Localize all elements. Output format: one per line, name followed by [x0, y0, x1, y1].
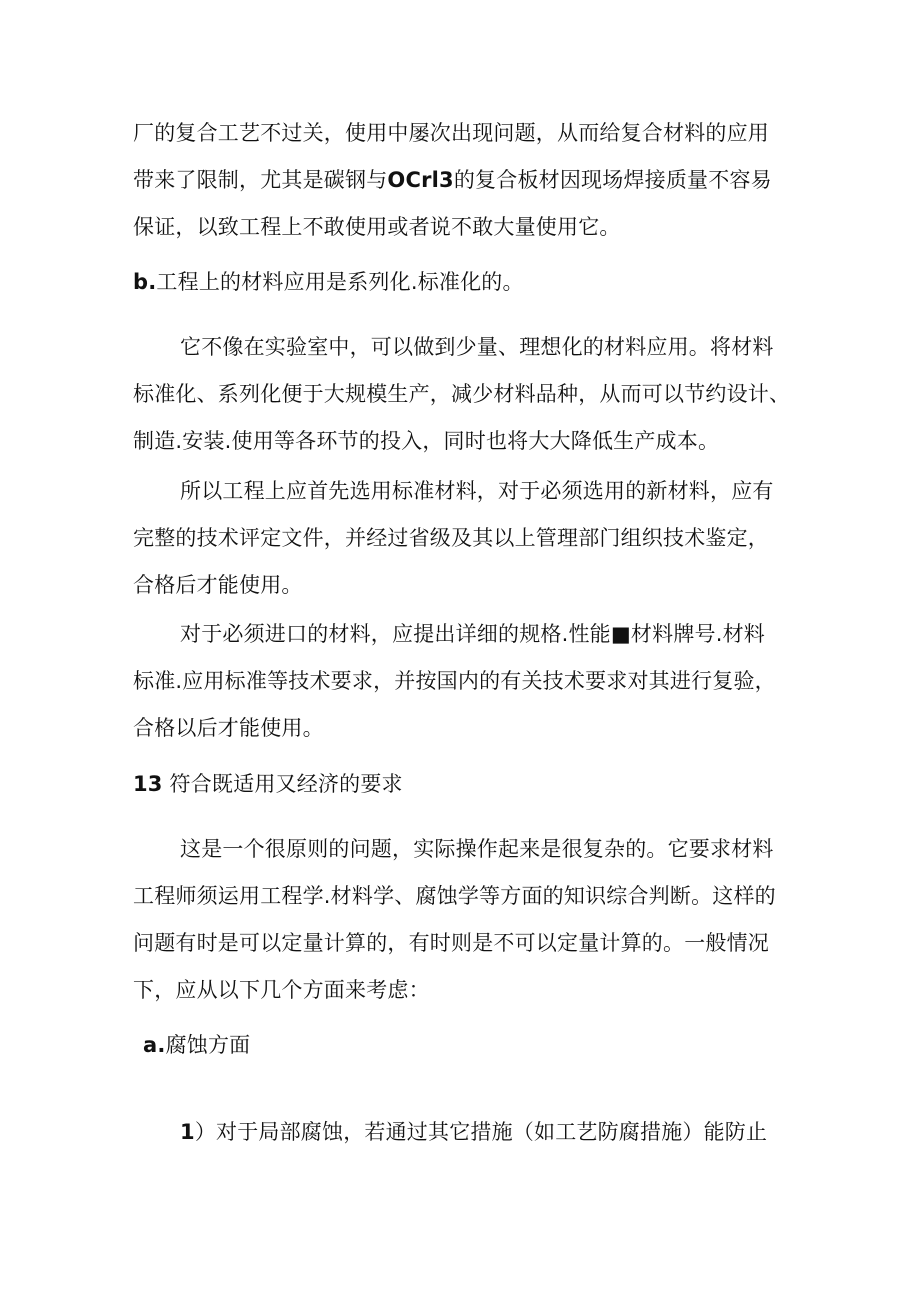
text-run: 厂的复合工艺不过关，使用中屡次出现问题，从而给复合材料的应用	[133, 121, 769, 145]
heading-number: 13	[133, 772, 163, 796]
paragraph-line	[180, 476, 774, 506]
paragraph-line	[133, 666, 776, 696]
paragraph-line	[133, 713, 324, 743]
text-run: 所以工程上应首先选用标准材料，对于必须选用的新材料，应有	[180, 479, 774, 503]
heading-text: 符合既适用又经济的要求	[169, 772, 403, 796]
paragraph-line	[133, 881, 776, 911]
text-run: 对于必须进口的材料，应提出详细的规格.性能■材料牌号.材料	[180, 622, 765, 646]
paragraph-line	[133, 426, 719, 456]
paragraph-line	[133, 928, 769, 958]
paragraph-line	[180, 332, 774, 362]
material-code: OCrl3	[387, 168, 454, 192]
text-run: 这是一个很原则的问题，实际操作起来是很复杂的。它要求材料	[180, 837, 774, 861]
text-run: 合格以后才能使用。	[133, 716, 324, 740]
section-heading	[133, 267, 524, 297]
list-number: 1	[180, 1120, 195, 1144]
text-run: 标准.应用标准等技术要求，并按国内的有关技术要求对其进行复验，	[133, 669, 776, 693]
subsection-heading	[143, 1030, 250, 1060]
paragraph-line	[133, 523, 769, 553]
text-run: 制造.安装.使用等各环节的投入，同时也将大大降低生产成本。	[133, 429, 720, 453]
paragraph-line	[133, 212, 621, 242]
paragraph-line	[133, 165, 772, 195]
heading-marker: a.	[143, 1033, 166, 1057]
text-run: ）对于局部腐蚀，若通过其它措施（如工艺防腐措施）能防止	[194, 1120, 768, 1144]
heading-marker: b.	[133, 270, 157, 294]
paragraph-line	[180, 834, 774, 864]
text-run: 工程师须运用工程学.材料学、腐蚀学等方面的知识综合判断。这样的	[133, 884, 776, 908]
heading-text: 腐蚀方面	[165, 1033, 251, 1057]
text-run: 问题有时是可以定量计算的，有时则是不可以定量计算的。一般情况	[133, 931, 769, 955]
text-run: 完整的技术评定文件，并经过省级及其以上管理部门组织技术鉴定，	[133, 526, 769, 550]
text-run: 标准化、系列化便于大规模生产，减少材料品种，从而可以节约设计、	[133, 382, 791, 406]
paragraph-line	[133, 570, 303, 600]
text-run: 它不像在实验室中，可以做到少量、理想化的材料应用。将材料	[180, 335, 774, 359]
text-run: 保证，以致工程上不敢使用或者说不敢大量使用它。	[133, 215, 621, 239]
list-item	[180, 1117, 767, 1147]
paragraph-line	[133, 118, 769, 148]
text-run: 合格后才能使用。	[133, 573, 303, 597]
text-run: 的复合板材因现场焊接质量不容易	[453, 168, 772, 192]
text-run: 下，应从以下几个方面来考虑：	[133, 978, 430, 1002]
paragraph-line	[133, 379, 790, 409]
paragraph-line	[180, 619, 765, 649]
text-run: 带来了限制，尤其是碳钢与	[133, 168, 388, 192]
section-heading	[133, 769, 403, 799]
heading-text: 工程上的材料应用是系列化.标准化的。	[156, 270, 524, 294]
paragraph-line	[133, 975, 430, 1005]
